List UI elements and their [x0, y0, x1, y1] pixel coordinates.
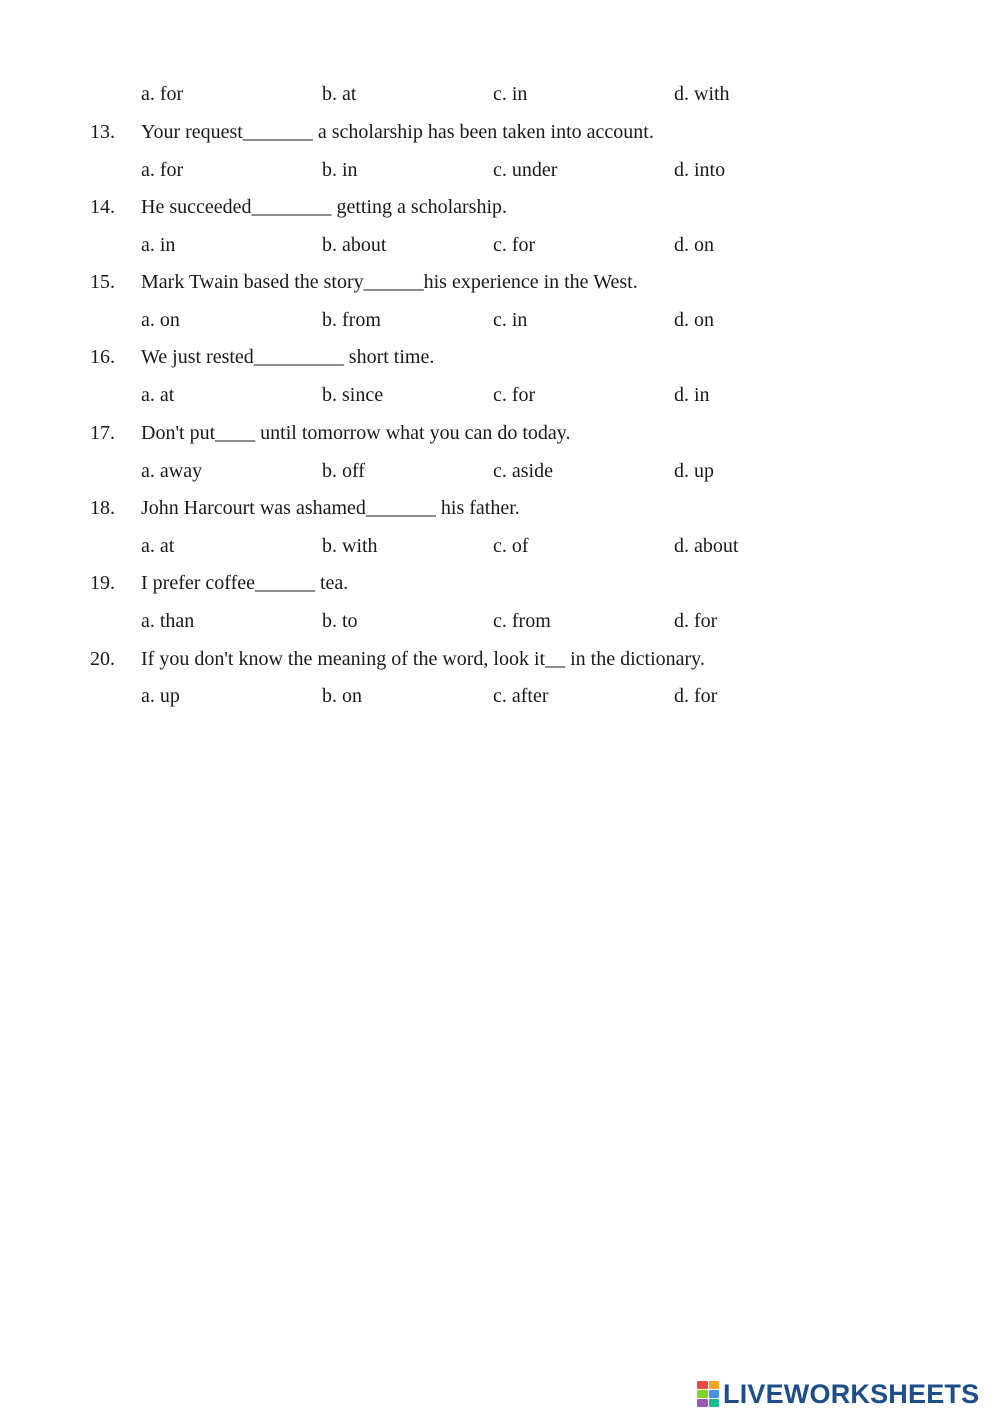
option-d[interactable]: d. in: [674, 384, 710, 406]
option-b[interactable]: b. on: [322, 685, 362, 707]
question-text: He succeeded________ getting a scholarship.: [141, 196, 508, 218]
option-d[interactable]: d. on: [674, 309, 714, 331]
question-row-20: [0, 645, 1000, 673]
question-text: John Harcourt was ashamed_______ his father.: [141, 497, 520, 519]
option-a[interactable]: a. in: [141, 234, 176, 256]
option-b[interactable]: b. about: [322, 234, 387, 256]
question-row-15: [0, 268, 1000, 296]
options-row-16: [0, 381, 1000, 409]
option-d[interactable]: d. for: [674, 610, 718, 632]
option-c[interactable]: c. after: [493, 685, 549, 707]
option-b[interactable]: b. off: [322, 460, 365, 482]
option-a[interactable]: a. than: [141, 610, 195, 632]
question-text: Don't put____ until tomorrow what you can do today.: [141, 422, 571, 444]
option-c[interactable]: c. for: [493, 384, 536, 406]
option-c[interactable]: c. for: [493, 234, 536, 256]
option-d[interactable]: d. on: [674, 234, 714, 256]
option-b[interactable]: b. since: [322, 384, 384, 406]
question-row-18: [0, 494, 1000, 522]
question-number: 15.: [90, 271, 115, 293]
brand-text: LIVEWORKSHEETS: [723, 1378, 980, 1409]
option-c[interactable]: c. in: [493, 83, 528, 105]
question-number: 14.: [90, 196, 115, 218]
option-d[interactable]: d. into: [674, 159, 726, 181]
option-c[interactable]: c. of: [493, 535, 529, 557]
option-c[interactable]: c. from: [493, 610, 551, 632]
option-d[interactable]: d. about: [674, 535, 739, 557]
option-c[interactable]: c. in: [493, 309, 528, 331]
option-d[interactable]: d. for: [674, 685, 718, 707]
option-a[interactable]: a. up: [141, 685, 180, 707]
options-row-13: [0, 156, 1000, 184]
question-row-17: [0, 419, 1000, 447]
question-row-16: [0, 343, 1000, 371]
option-a[interactable]: a. away: [141, 460, 203, 482]
logo-tile: [709, 1390, 720, 1398]
option-a[interactable]: a. on: [141, 309, 180, 331]
option-d[interactable]: d. up: [674, 460, 714, 482]
question-row-19: [0, 569, 1000, 597]
question-text: Your request_______ a scholarship has been taken into account.: [141, 121, 654, 143]
logo-tile: [709, 1381, 720, 1389]
option-c[interactable]: c. aside: [493, 460, 553, 482]
options-row-17: [0, 457, 1000, 485]
option-b[interactable]: b. with: [322, 535, 378, 557]
options-row-15: [0, 306, 1000, 334]
options-row-20: [0, 682, 1000, 710]
question-number: 18.: [90, 497, 115, 519]
option-a[interactable]: a. for: [141, 83, 184, 105]
options-row-19: [0, 607, 1000, 635]
question-text: I prefer coffee______ tea.: [141, 572, 349, 594]
question-number: 19.: [90, 572, 115, 594]
options-row-18: [0, 532, 1000, 560]
option-b[interactable]: b. in: [322, 159, 358, 181]
options-row-14: [0, 231, 1000, 259]
option-c[interactable]: c. under: [493, 159, 558, 181]
question-number: 16.: [90, 346, 115, 368]
logo-tile: [697, 1381, 708, 1389]
question-text: If you don't know the meaning of the word, look it__ in the dictionary.: [141, 648, 705, 670]
option-a[interactable]: a. at: [141, 535, 175, 557]
option-b[interactable]: b. from: [322, 309, 381, 331]
question-number: 13.: [90, 121, 115, 143]
options-row-12: [0, 80, 1000, 108]
option-b[interactable]: b. at: [322, 83, 357, 105]
question-text: Mark Twain based the story______his experience in the West.: [141, 271, 638, 293]
question-text: We just rested_________ short time.: [141, 346, 435, 368]
option-a[interactable]: a. at: [141, 384, 175, 406]
question-row-14: [0, 193, 1000, 221]
option-d[interactable]: d. with: [674, 83, 730, 105]
liveworksheets-brand[interactable]: [697, 1378, 979, 1410]
option-b[interactable]: b. to: [322, 610, 358, 632]
question-number: 20.: [90, 648, 115, 670]
logo-tile: [697, 1399, 708, 1407]
question-number: 17.: [90, 422, 115, 444]
logo-tile: [709, 1399, 720, 1407]
logo-tile: [697, 1390, 708, 1398]
question-row-13: [0, 118, 1000, 146]
liveworksheets-logo-icon: [697, 1381, 719, 1407]
option-a[interactable]: a. for: [141, 159, 184, 181]
